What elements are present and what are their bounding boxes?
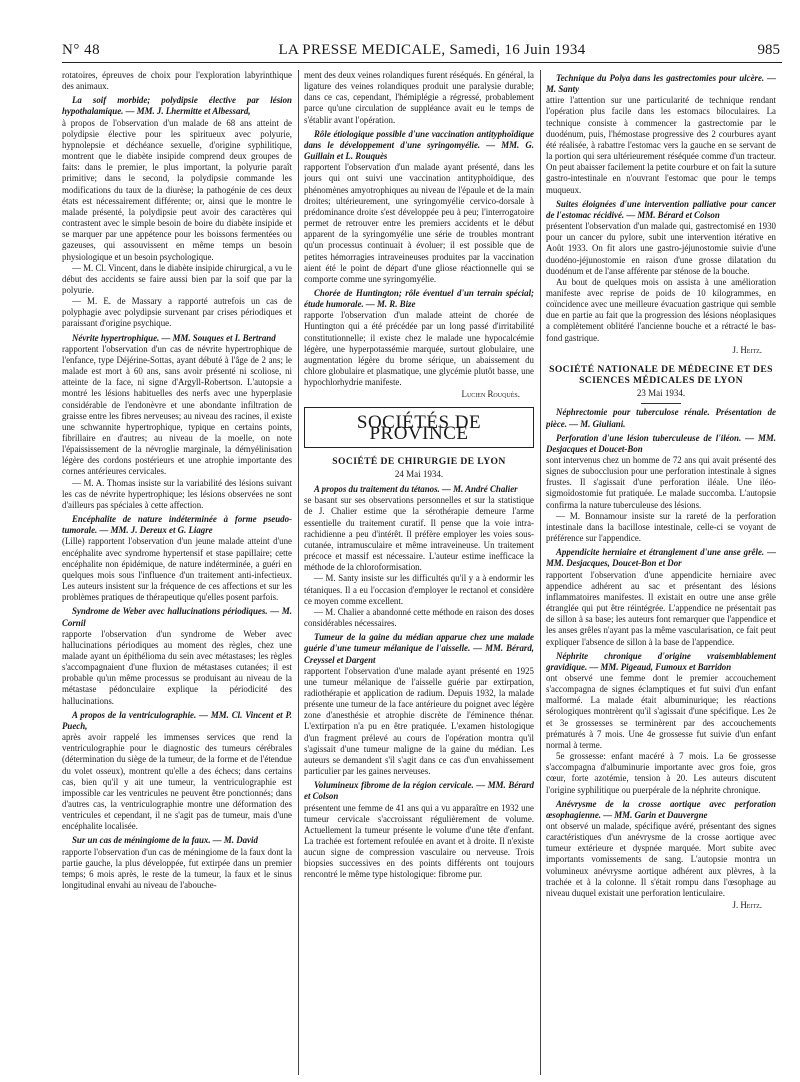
report-heading: Anévrysme de la crosse aortique avec perforation œsophagienne. — MM. Garin et Dauvergne [546,798,776,820]
paragraph: — M. Santy insiste sur les difficultés qu'il y a à endormir les tétaniques. Il a eu l'occasion d'employer le rectanol et considère ce moyen comme excellent. [304,573,534,606]
section-banner: SOCIÉTÉS DE PROVINCE [304,407,534,448]
paragraph: — M. E. de Massary a rapporté autrefois un cas de polyphagie avec polydipsie survenant par crises périodiques et paraissant d'origine psychique. [62,296,292,329]
author-signature: J. Heitz. [732,344,762,355]
paragraph: rapportent l'observation d'une appendicite herniaire avec appendice adhérent au sac et présentant des lésions inflammatoires manifestes. Il existait en outre une anse grêle étranglée qui put être réintégrée. L'appendice ne présentait pas de sillon à sa base; les auteurs font remarquer que l'appendice et les anses grêles n'ayant pas la même vascularisation, ce fait peut expliquer l'absence de sillon à la base de l'appendice. [546,569,776,647]
paragraph: présentent l'observation d'un malade qui, gastrectomisé en 1930 pour un cancer du pylore, subit une intervention itérative en Août 1933. On fit alors une gastro-jéjunostomie suivie d'une duodéno-jéjunostomie en raison d'une grosse dilatation du duodénum et de l'anse afférente par sténose de la bouche. [546,221,776,276]
paragraph: rapportent l'observation d'un cas de névrite hypertrophique de l'enfance, type Déjérine-Sottas, ayant débuté à l'âge de 2 ans; le malade est mort à 60 ans, sans avoir présenté ni scoliose, ni atteinte de la face, ni signe d'Argyll-Robertson. L'autopsie a montré les lésions habituelles des nerfs avec une hyperplasie considérable de l'endonèvre et une abondante infiltration de graisse entre les fibres nerveuses; au niveau des racines, il existe une schwannite hypertrophique, typique en certains points, fibrillaire en d'autres; au niveau de la moelle, on note l'épaississement de la névroglie marginale, la démyélinisation légère des cordons postérieurs et une atrophie importante des cornes antérieures cervicales. [62,343,292,477]
report-heading: Tumeur de la gaine du médian apparue chez une malade guérie d'une tumeur mélanique de l'aisselle. — MM. Bérard, Creyssel et Dargent [304,632,534,665]
journal-title: LA PRESSE MEDICALE, Samedi, 16 Juin 1934 [278,42,586,58]
paragraph: — M. Cl. Vincent, dans le diabète insipide chirurgical, a vu le début des accidents se faire aussi bien par la soif que par la polyurie. [62,262,292,295]
report-heading: Néphrite chronique d'origine vraisemblablement gravidique. — MM. Pigeaud, Fumoux et Barridon [546,650,776,672]
paragraph: se basant sur ses observations personnelles et sur la statistique de J. Chalier estime que la sérothérapie demeure l'arme essentielle du traitement curatif. Il pense que la voie intra-rachidienne a peu d'intérêt. Il préfère employer les voies sous-cutanée, intramusculaire et même intraveineuse. Un traitement précoce et massif est nécessaire. L'auteur estime inefficace la méthode de la chloroformisation. [304,495,534,573]
paragraph: rapporte l'observation d'un cas de méningiome de la faux dont la partie gauche, la plus développée, fut extirpée dans un premier temps; 6 mois après, le reste de la tumeur, la faux et le sinus longitudinal envahi au niveau de l'abouche- [62,846,292,891]
report-heading: La soif morbide; polydipsie élective par lésion hypothalamique. — MM. J. Lhermitte et Albessard, [62,95,292,117]
paragraph: après avoir rappelé les immenses services que rend la ventriculographie pour le diagnostic des tumeurs cérébrales (détermination du siège de la tumeur, de la forme et de l'étendue du volet osseux), montrent qu'elle a des échecs; dans certains cas, bien qu'il y ait une tumeur, la ventriculographie est impossible car les ventricules ne peuvent être ponctionnés; dans d'autres cas, la ventriculographie montre une déformation des ventricules et cependant, il ne s'agit pas de tumeur, mais d'une encéphalite localisée. [62,732,292,832]
column-2-body-top [304,70,534,388]
page-number: 985 [757,42,780,58]
paragraph: (Lille) rapportent l'observation d'un jeune malade atteint d'une encéphalite avec syndrome hypertensif et stase papillaire; cette encéphalite non épidémique, de nature indéterminée, a guéri en quelques mois sous l'influence d'un traitement anti-infectieux. Les auteurs insistent sur la fréquence de ces affections et sur les problèmes pratiques de thérapeutique qu'elles posent parfois. [62,536,292,603]
paragraph: attire l'attention sur une particularité de technique rendant l'opération plus facile dans les estomacs biloculaires. La technique consiste à commencer la gastrectomie par le duodénum, puis, l'hémostase progressive des 2 courbures ayant été réalisée, à rabattre l'estomac vers la gauche en se servant de la portion qui sera ultérieurement réséquée comme d'un tracteur. On peut abaisser facilement la petite courbure et on fait la suture gastro-intestinale en n'ouvrant l'estomac que pour le temps muqueux. [546,95,776,195]
meeting-date: 24 Mai 1934. [394,469,444,479]
paragraph: rotatoires, épreuves de choix pour l'exploration labyrinthique des animaux. [62,70,292,92]
report-heading: A propos du traitement du tétanos. — M. André Chalier [314,484,518,495]
report-heading: A propos de la ventriculographie. — MM. Cl. Vincent et P. Puech, [62,709,292,731]
report-heading: Névrite hypertrophique. — MM. Souques et I. Bertrand [72,332,276,343]
report-heading: Suites éloignées d'une intervention palliative pour cancer de l'estomac récidivé. — MM. Bérard et Colson [546,198,776,220]
report-heading: Encéphalite de nature indéterminée à forme pseudo-tumorale. — MM. J. Dereux et G. Liagre [62,514,292,536]
report-heading: Chorée de Huntington; rôle éventuel d'un terrain spécial; étude humorale. — M. R. Bize [304,287,534,310]
column-3-body-top [546,73,776,344]
paragraph: ment des deux veines rolandiques furent réséqués. En général, la ligature des veines rolandiques produit une paralysie durable; dans ce cas, cependant, l'hémiplégie a régressé, probablement parce qu'une circulation de suppléance avait eu le temps de s'établir avant l'opération. [304,70,534,125]
column-1 [62,70,292,1075]
society-title: SOCIÉTÉ DE CHIRURGIE DE LYON [332,455,506,467]
report-heading: Syndrome de Weber avec hallucinations périodiques. — M. Cornil [62,606,292,628]
column-3-body-bottom [546,407,776,899]
paragraph: rapportent l'observation d'une malade ayant présenté en 1925 une tumeur mélanique de l'aisselle guérie par extirpation, radiothérapie et application de radium. Depuis 1932, la malade présente une tumeur de la face antérieure du poignet avec légère zone d'anesthésie et atrophie discrète de l'éminence thénar. L'extirpation n'a pu en être pratiquée. L'examen histologique d'un fragment prélevé au cours de l'opération montra qu'il s'agissait d'une tumeur maligne de la gaine du médian. Les auteurs se demandent s'il s'agit dans ce cas d'un envahissement particulier par les gaines nerveuses. [304,665,534,777]
article-columns [62,70,782,1075]
report-heading: Appendicite herniaire et étranglement d'une anse grêle. — MM. Desjacques, Doucet-Bon et Dor [546,547,776,569]
paragraph: 5e grossesse: enfant macéré à 7 mois. La 6e grossesse s'accompagna d'albuminurie importante avec gros foie, gros cœur, forte azotémie, tension à 20. Les auteurs discutent l'origine syphilitique ou puerpérale de la néphrite chronique. [546,751,776,795]
paragraph: sont intervenus chez un homme de 72 ans qui avait présenté des signes de subocclusion pour une perforation intestinale à signes frustes. Il s'agissait d'une perforation iléale. Une iléo-sigmoïdostomie fut pratiquée. Le malade succomba. L'autopsie confirma la nature tuberculeuse des lésions. [546,455,776,510]
report-heading: Sur un cas de méningiome de la faux. — M. David [72,835,258,846]
issue-number: N° 48 [62,42,101,58]
report-heading: Néphrectomie pour tuberculose rénale. Présentation de pièce. — M. Giuliani. [546,407,776,429]
society-title: SOCIÉTÉ NATIONALE DE MÉDECINE ET DES SCIENCES MÉDICALES DE LYON [549,363,773,387]
column-2-body-bottom [304,484,534,880]
paragraph: — M. Bonnamour insiste sur la rareté de la perforation intestinale dans la bacillose intestinale, celle-ci se voyant de préférence sur l'appendice. [546,510,776,544]
paragraph: rapporte l'observation d'un malade atteint de chorée de Huntington qui a été précédée par un long passé d'irritabilité constitutionnelle; il existe chez le malade une hypocalcémie légère, une hyperpotassémie marquée, surtout globulaire, une augmentation légère du brome sérique, un abaissement du chlore globulaire et plasmatique, une glycémie plutôt basse, une hypochlorhydrie manifeste. [304,310,534,388]
running-header [62,40,782,63]
column-3 [546,70,776,1075]
column-2 [304,70,534,1075]
paragraph: Au bout de quelques mois on assista à une amélioration manifeste avec reprise de poids de 10 kilogrammes, en coïncidence avec une meilleure évacuation gastrique qui semble due en partie au fait que la progression des lésions néoplasiques a complètement oblitéré l'ancienne bouche et a rétracté le bas-fond gastrique. [546,276,776,343]
separator-rule [641,403,681,404]
author-signature: Lucien Rouquès. [461,389,520,400]
report-heading: Rôle étiologique possible d'une vaccination antityphoïdique dans le développement d'une syringomyélie. — MM. G. Guillain et L. Rouquès [304,128,534,162]
paragraph: ont observé un malade, spécifique avéré, présentant des signes caractéristiques d'un anévrysme de la crosse aortique avec tumeur extérieure et dyspnée marquée. Mort subite avec importants vomissements de sang. L'autopsie montra un volumineux anévrysme aortique adhérent aux plèvres, à la trachée et à la colonne. Il s'était rompu dans l'œsophage au niveau duquel existait une perforation lenticulaire. [546,821,776,898]
report-heading: Technique du Polya dans les gastrectomies pour ulcère. — M. Santy [546,73,776,95]
column-divider [540,70,541,1075]
report-heading: Volumineux fibrome de la région cervicale. — MM. Bérard et Colson [304,780,534,802]
column-divider [298,70,299,1075]
author-signature: J. Heitz. [732,900,762,911]
report-heading: Perforation d'une lésion tuberculeuse de l'iléon. — MM. Desjacques et Doucet-Bon [546,432,776,454]
paragraph: ont observé une femme dont le premier accouchement s'accompagna de signes éclamptiques et fut suivi d'un enfant malformé. La malade était albuminurique; les réactions sérologiques montrèrent qu'il s'agissait d'une spécifique. Les 2e et 3e grossesses se terminèrent par des accouchements prématurés à 7 mois. Une 4e grossesse fut suivie d'un enfant normal à terme. [546,672,776,750]
paragraph: — M. A. Thomas insiste sur la variabilité des lésions suivant les cas de névrite hypertrophique; les lésions observées ne sont d'ailleurs pas spéciales à cette affection. [62,477,292,510]
column-1-body [62,70,292,891]
paragraph: rapportent l'observation d'un malade ayant présenté, dans les jours qui ont suivi une vaccination antityphoïdique, des phénomènes amyotrophiques au niveau de l'épaule et de la main droites; ultérieurement, une syringomyélie cervico-dorsale à prédominance droite s'est développée peu à peu; l'interrogatoire permet de retrouver entre les premiers accidents et le début apparent de la syringomyélie une série de troubles montrant qu'un processus continuait à évoluer; il est possible que de petites hémorragies intraveineuses produites par la vaccination aient été le point de départ d'une gliose réactionnelle qui se comporte comme une syringomyélie. [304,162,534,284]
paragraph: rapporte l'observation d'un syndrome de Weber avec hallucinations périodiques au moment des règles, chez une malade ayant un épithélioma du sein avec métastases; les règles s'accompagnaient d'une fluxion de métastases cutanées; il est probable qu'un même processus se produisant au niveau de la métastase pédonculaire explique la périodicité des hallucinations. [62,628,292,706]
paragraph: — M. Chalier a abandonné cette méthode en raison des doses considérables nécessaires. [304,606,534,629]
paragraph: à propos de l'observation d'un malade de 68 ans atteint de polydipsie élective pour les spiritueux avec polyurie, hypnolepsie et déchéance sexuelle, d'origine syphilitique, montrent que le diabète insipide comprend deux groupes de faits: dans le premier, le plus important, la polyurie paraît primitive; dans le second, la polydipsie commande les modifications du taux de la diurèse; la pathogénie de ces deux états est nécessairement différente; or, ainsi que le montre le malade présenté, la polydipsie peut avoir des caractères qui contrastent avec le simple besoin de boire du diabète insipide et se marquer par une appétence pour les boissons fermentées ou gazeuses, qui assouvissent en même temps un besoin physiologique et un besoin psychologique. [62,117,292,262]
meeting-date: 23 Mai 1934. [636,388,686,399]
paragraph: présentent une femme de 41 ans qui a vu apparaître en 1932 une tumeur cervicale s'accroissant régulièrement de volume. Actuellement la tumeur présente le volume d'une tête d'enfant. La trachée est fortement refoulée en avant et à droite. Il n'existe aucun signe de compression vasculaire ou nerveuse. Trois biopsies successives en des points différents ont toujours rencontré le même type histologique: fibrome pur. [304,802,534,880]
